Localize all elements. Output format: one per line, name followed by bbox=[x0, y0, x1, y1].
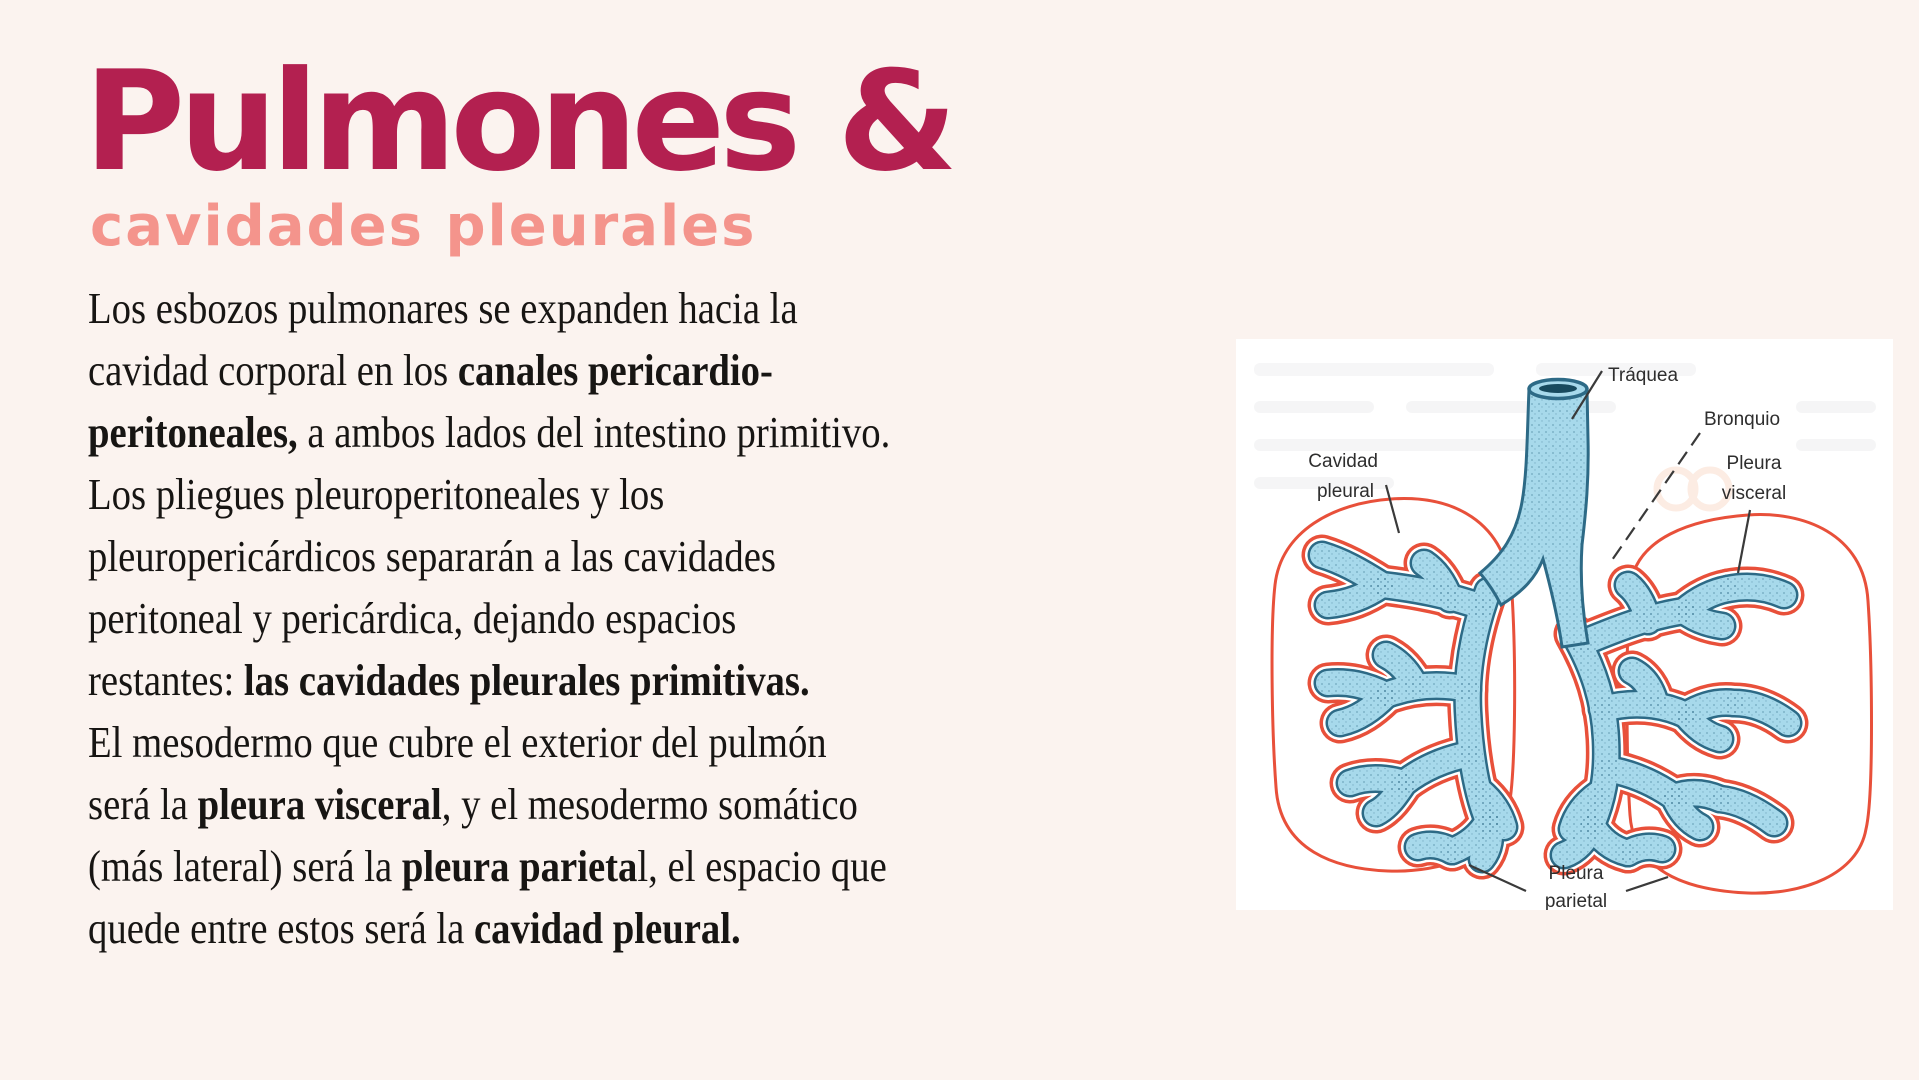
body-text-bold-run: cavidad pleural. bbox=[473, 904, 741, 953]
pleura-visceral-label-line1: Pleura bbox=[1726, 453, 1782, 474]
body-text-run: l, el espacio que bbox=[637, 842, 887, 891]
body-text-run: peritoneal y pericárdica, dejando espacios bbox=[88, 594, 737, 643]
body-text-run: cavidad corporal en los bbox=[88, 346, 458, 395]
pleura-parietal-label-line1: Pleura bbox=[1548, 863, 1604, 884]
left-lung bbox=[1322, 555, 1504, 859]
body-line bbox=[88, 402, 1126, 464]
page-title: Pulmones & bbox=[84, 41, 952, 202]
body-line bbox=[88, 340, 1126, 402]
body-text-bold-run: pleura visceral bbox=[197, 780, 442, 829]
cavidad-pleural-label-line2: pleural bbox=[1316, 481, 1374, 502]
anatomy-figure bbox=[1236, 339, 1893, 910]
lungs-diagram bbox=[1236, 339, 1893, 910]
body-line bbox=[88, 526, 1126, 588]
pleura-parietal-label-line2: parietal bbox=[1544, 891, 1608, 910]
body-line bbox=[88, 588, 1126, 650]
body-text-run: (más lateral) será la bbox=[88, 842, 402, 891]
body-text-bold-run: canales pericardio- bbox=[457, 346, 773, 395]
body-line bbox=[88, 774, 1126, 836]
watermark-rings bbox=[1657, 470, 1729, 508]
body-paragraph bbox=[88, 278, 1126, 960]
cavidad-pleural-label-line1: Cavidad bbox=[1308, 451, 1378, 472]
body-line bbox=[88, 898, 1126, 960]
traquea-label: Tráquea bbox=[1608, 365, 1679, 386]
body-text-run: Los esbozos pulmonares se expanden hacia la bbox=[88, 284, 798, 333]
body-text-run: restantes: bbox=[88, 656, 244, 705]
bronquio-label: Bronquio bbox=[1704, 409, 1781, 430]
body-line bbox=[88, 464, 1126, 526]
body-text-run: Los pliegues pleuroperitoneales y los bbox=[88, 470, 665, 519]
body-text-run: a ambos lados del intestino primitivo. bbox=[297, 408, 891, 457]
body-text-run: pleuropericárdicos separarán a las cavidades bbox=[88, 532, 777, 581]
right-lung bbox=[1564, 585, 1788, 855]
body-line bbox=[88, 712, 1126, 774]
page-subtitle: cavidades pleurales bbox=[90, 194, 757, 259]
body-text-run: será la bbox=[88, 780, 198, 829]
body-text-run: , y el mesodermo somático bbox=[441, 780, 858, 829]
body-text-bold-run: pleura parieta bbox=[401, 842, 638, 891]
pleura-visceral-pointer-line bbox=[1738, 510, 1750, 573]
body-line bbox=[88, 836, 1126, 898]
body-line bbox=[88, 278, 1126, 340]
pleura-visceral-label-line2: visceral bbox=[1721, 483, 1787, 504]
body-text-bold-run: las cavidades pleurales primitivas. bbox=[243, 656, 810, 705]
cavidad-pleural-pointer-line bbox=[1386, 485, 1399, 533]
pleura-parietal-pointer-line-right bbox=[1626, 877, 1668, 891]
body-line bbox=[88, 650, 1126, 712]
body-text-run: quede entre estos será la bbox=[88, 904, 474, 953]
trachea-lumen bbox=[1539, 384, 1577, 393]
body-text-bold-run: peritoneales, bbox=[88, 408, 298, 457]
body-text-run: El mesodermo que cubre el exterior del pulmón bbox=[88, 718, 827, 767]
